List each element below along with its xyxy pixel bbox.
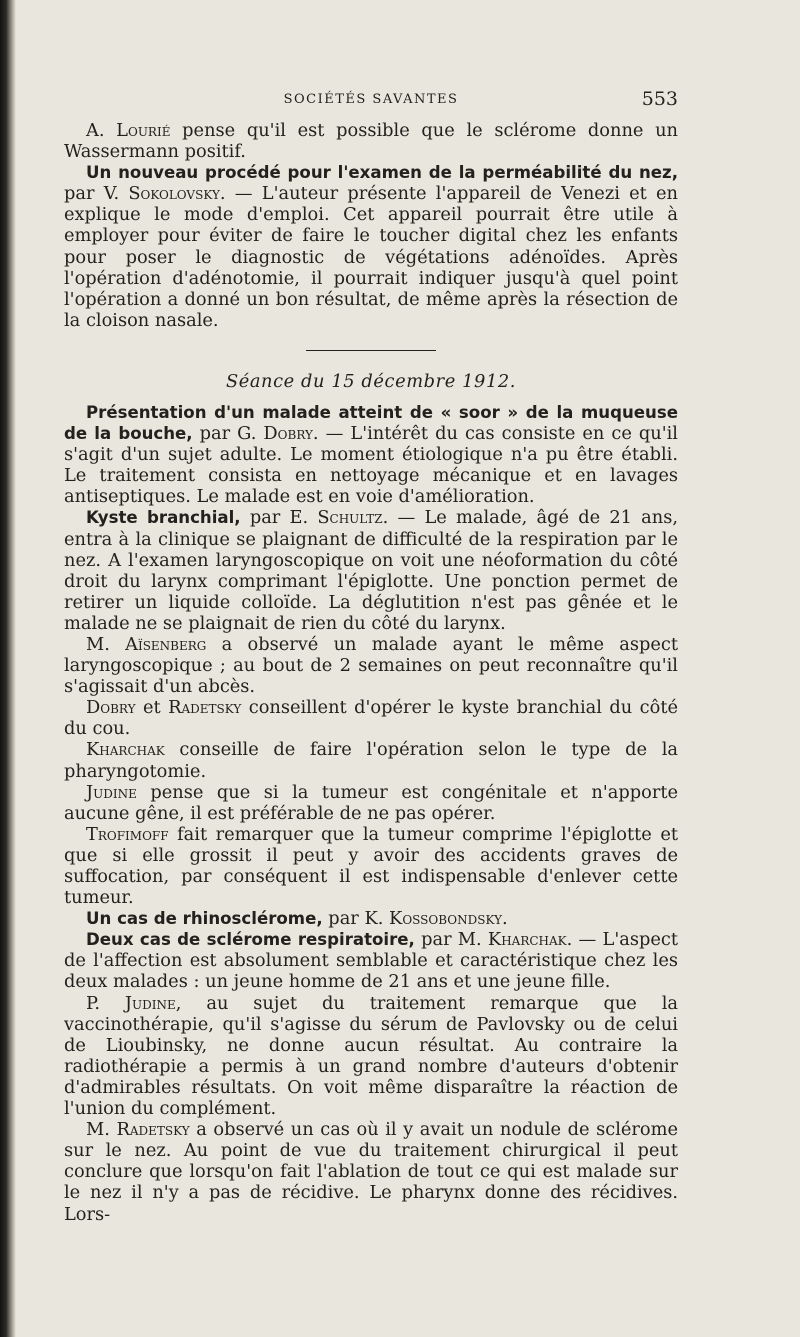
paragraph-kharchak	[64, 739, 678, 781]
page	[64, 88, 678, 1225]
connector-text: et	[135, 697, 169, 719]
paragraph-trofimoff	[64, 824, 678, 908]
paragraph-text: conseille de faire l'opération selon le type de la pharyngotomie.	[64, 739, 678, 782]
running-title: SOCIÉTÉS SAVANTES	[283, 92, 459, 107]
author-name: Radetsky	[168, 697, 242, 719]
communication-title: Deux cas de sclérome respiratoire,	[86, 930, 415, 950]
paragraph-sokolovsky	[64, 162, 678, 331]
prefix-text: M.	[86, 633, 126, 655]
author-name: Dobry.	[263, 423, 319, 445]
page-header	[64, 88, 678, 120]
author-name: Aïsenberg	[125, 633, 207, 655]
author-name: Kharchak	[86, 739, 165, 761]
paragraph-judine-treatment	[64, 993, 678, 1120]
author-name: Schultz.	[317, 507, 389, 529]
author-name: Kharchak.	[487, 929, 573, 951]
paragraph-text: pense que si la tumeur est congénitale et n'apporte aucune gêne, il est préférable de ne pas opérer.	[64, 781, 678, 824]
prefix-text: M.	[86, 1119, 117, 1141]
author-name: V. Sokolovsky.	[103, 183, 226, 205]
paragraph-schultz	[64, 507, 678, 634]
paragraph-text: — Le malade, âgé de 21 ans, entra à la clinique se plaignant de difficulté de la respiration par le nez. A l'examen laryngoscopique on voit une néoformation du côté droit du larynx comprimant l'épiglotte. Une ponction permet de retirer un liquide colloïde. La déglutition n'est pas gênée et le malade ne se plaignait de rien du côté du larynx.	[64, 507, 678, 634]
paragraph-kharchak-sclerome	[64, 929, 678, 992]
paragraph-text: — L'auteur présente l'appareil de Venezi et en explique le mode d'emploi. Cet appareil pourrait être utile à employer pour éviter de faire le toucher digital chez les enfants pour poser le diagnostic de végétations adénoïdes. Après l'opération d'adénotomie, il pourrait indiquer jusqu'à quel point l'opération a donné un bon résultat, de même après la résection de la cloison nasale.	[64, 183, 678, 331]
communication-title: Présentation d'un malade atteint de « soor » de la muqueuse de la bouche,	[64, 402, 678, 444]
paragraph-dobry-soor	[64, 402, 678, 507]
book-spine-shadow	[0, 0, 16, 1337]
connector-text: par G.	[192, 423, 264, 445]
author-name: Kossobondsky.	[389, 908, 508, 930]
page-number: 553	[641, 88, 678, 110]
connector-text: par E.	[240, 507, 318, 529]
paragraph-dobry-radetsky	[64, 697, 678, 739]
paragraph-text: pense qu'il est possible que le sclérome donne un Wassermann positif.	[64, 120, 678, 163]
communication-title: Un cas de rhinosclérome,	[86, 909, 323, 929]
paragraph-aisenberg	[64, 634, 678, 697]
author-name: A. Lourié	[86, 120, 171, 141]
paragraph-text: — L'aspect de l'affection est absolument semblable et caractéristique chez les deux malades : un jeune homme de 21 ans et une jeune fille.	[64, 929, 678, 993]
paragraph-judine	[64, 782, 678, 824]
prefix-text: P.	[86, 992, 125, 1014]
communication-title: Un nouveau procédé pour l'examen de la perméabilité du nez,	[86, 163, 678, 183]
author-name: Dobry	[86, 697, 136, 719]
connector-text: par	[64, 183, 104, 205]
paragraph-text: conseillent d'opérer le kyste branchial du côté du cou.	[64, 697, 678, 740]
paragraph-text: au sujet du traitement remarque que la vaccinothérapie, qu'il s'agisse du sérum de Pavlovsky ou de celui de Lioubinsky, ne donne aucun résultat. Au contraire la radiothérapie a permis à un grand nombre d'auteurs d'obtenir d'admirables résultats. On voit même disparaître la réaction de l'union du complément.	[64, 992, 678, 1120]
author-name: Trofimoff	[86, 823, 169, 845]
paragraph-lourie	[64, 120, 678, 162]
paragraph-kossobondsky	[64, 908, 678, 929]
author-name: Judine	[86, 781, 137, 803]
section-divider	[306, 350, 436, 351]
author-name: Radetsky	[116, 1119, 190, 1141]
paragraph-text: a observé un malade ayant le même aspect laryngoscopique ; au bout de 2 semaines on peut reconnaître qu'il s'agissait d'un abcès.	[64, 633, 678, 698]
connector-text: par K.	[322, 908, 390, 930]
communication-title: Kyste branchial,	[86, 508, 241, 528]
paragraph-text: — L'intérêt du cas consiste en ce qu'il s'agit d'un sujet adulte. Le moment étiologique n'a pu être établi. Le traitement consista en nettoyage mécanique et en lavages antiseptiques. Le malade est en voie d'amélioration.	[64, 423, 678, 508]
session-heading: Séance du 15 décembre 1912.	[225, 370, 517, 392]
author-name: Judine,	[124, 992, 182, 1014]
paragraph-text: fait remarquer que la tumeur comprime l'épiglotte et que si elle grossit il peut y avoir des accidents graves de suffocation, par conséquent il est indispensable d'enlever cette tumeur.	[64, 823, 678, 909]
paragraph-text: a observé un cas où il y avait un nodule de sclérome sur le nez. Au point de vue du traitement chirurgical il peut conclure que lorsqu'on fait l'ablation de tout ce qui est malade sur le nez il n'y a pas de récidive. Le pharynx donne des récidives. Lors-	[64, 1119, 679, 1225]
paragraph-radetsky-nodule	[64, 1119, 678, 1224]
connector-text: par M.	[414, 929, 488, 951]
